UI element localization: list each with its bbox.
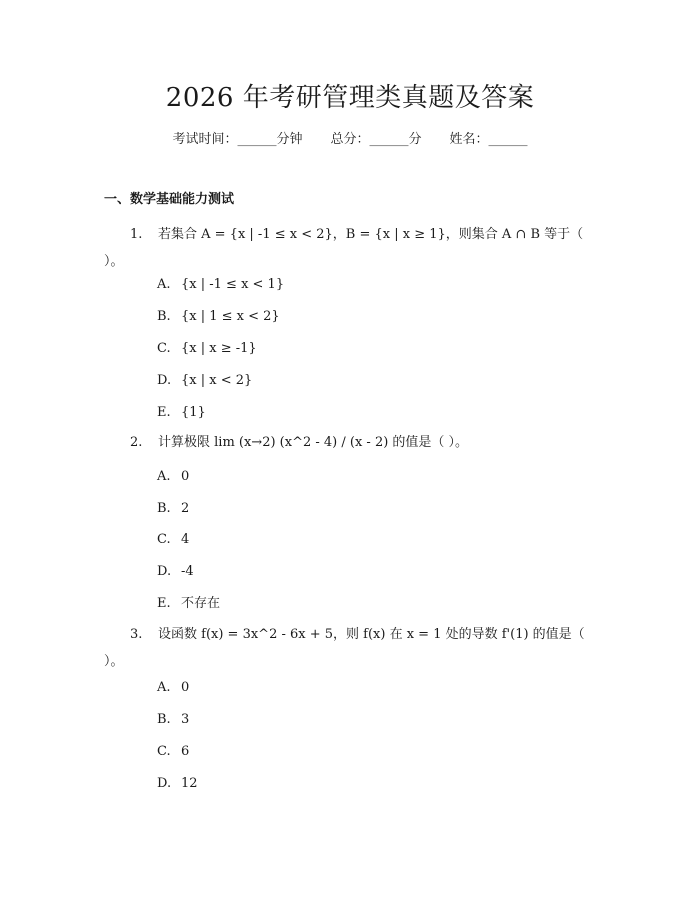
- question-text: 设函数 f(x) = 3x^2 - 6x + 5，则 f(x) 在 x = 1 处的导数 f'(1) 的值是（ ）。: [104, 627, 585, 669]
- question-2-option-c: [157, 530, 189, 550]
- option-text: {1}: [181, 405, 206, 420]
- option-text: 3: [181, 712, 190, 727]
- option-text: {x | -1 ≤ x < 1}: [181, 277, 285, 292]
- option-key: E.: [157, 405, 171, 420]
- exam-time-field: 考试时间：______分钟: [172, 132, 303, 147]
- option-key: E.: [157, 596, 171, 611]
- exam-meta: [0, 130, 700, 150]
- option-text: 不存在: [181, 596, 221, 611]
- section-heading: 一、数学基础能力测试: [104, 192, 235, 207]
- option-text: 0: [181, 469, 190, 484]
- name-field: 姓名：______: [449, 132, 528, 147]
- option-key: C.: [157, 532, 171, 547]
- option-text: -4: [181, 564, 194, 579]
- option-key: A.: [157, 469, 171, 484]
- question-3-option-b: [157, 710, 189, 730]
- question-1-option-d: [157, 371, 252, 391]
- option-key: D.: [157, 373, 172, 388]
- question-text: 计算极限 lim (x→2) (x^2 - 4) / (x - 2) 的值是（ ）。: [158, 435, 469, 450]
- question-number: 2.: [130, 435, 143, 450]
- question-number: 1.: [130, 227, 143, 242]
- question-3-option-c: [157, 742, 189, 762]
- option-text: {x | x < 2}: [181, 373, 253, 388]
- option-key: A.: [157, 277, 171, 292]
- question-1-option-a: [157, 275, 284, 295]
- option-text: 4: [181, 532, 190, 547]
- question-1-option-c: [157, 339, 257, 359]
- option-key: A.: [157, 680, 171, 695]
- question-2-option-a: [157, 467, 189, 487]
- option-key: B.: [157, 501, 171, 516]
- question-3-option-a: [157, 678, 189, 698]
- option-text: 6: [181, 744, 190, 759]
- question-2-option-e: [157, 594, 220, 614]
- option-key: D.: [157, 564, 172, 579]
- question-number: 3.: [130, 627, 143, 642]
- question-1-option-b: [157, 307, 280, 327]
- option-text: 0: [181, 680, 190, 695]
- page-title: 2026 年考研管理类真题及答案: [165, 83, 535, 113]
- question-1-option-e: [157, 403, 206, 423]
- question-2-option-d: [157, 562, 194, 582]
- option-key: B.: [157, 712, 171, 727]
- question-text: 若集合 A = {x | -1 ≤ x < 2}，B = {x | x ≥ 1}，则集合 A ∩ B 等于（ ）。: [104, 227, 584, 269]
- question-2-option-b: [157, 499, 189, 519]
- option-key: C.: [157, 744, 171, 759]
- option-key: B.: [157, 309, 171, 324]
- total-score-field: 总分：______分: [330, 132, 422, 147]
- question-2: [104, 429, 600, 456]
- option-text: {x | 1 ≤ x < 2}: [181, 309, 280, 324]
- question-3: [104, 621, 600, 675]
- option-text: 12: [181, 776, 198, 791]
- option-key: C.: [157, 341, 171, 356]
- question-3-option-d: [157, 774, 198, 794]
- question-1: [104, 221, 600, 275]
- option-key: D.: [157, 776, 172, 791]
- option-text: {x | x ≥ -1}: [181, 341, 257, 356]
- option-text: 2: [181, 501, 190, 516]
